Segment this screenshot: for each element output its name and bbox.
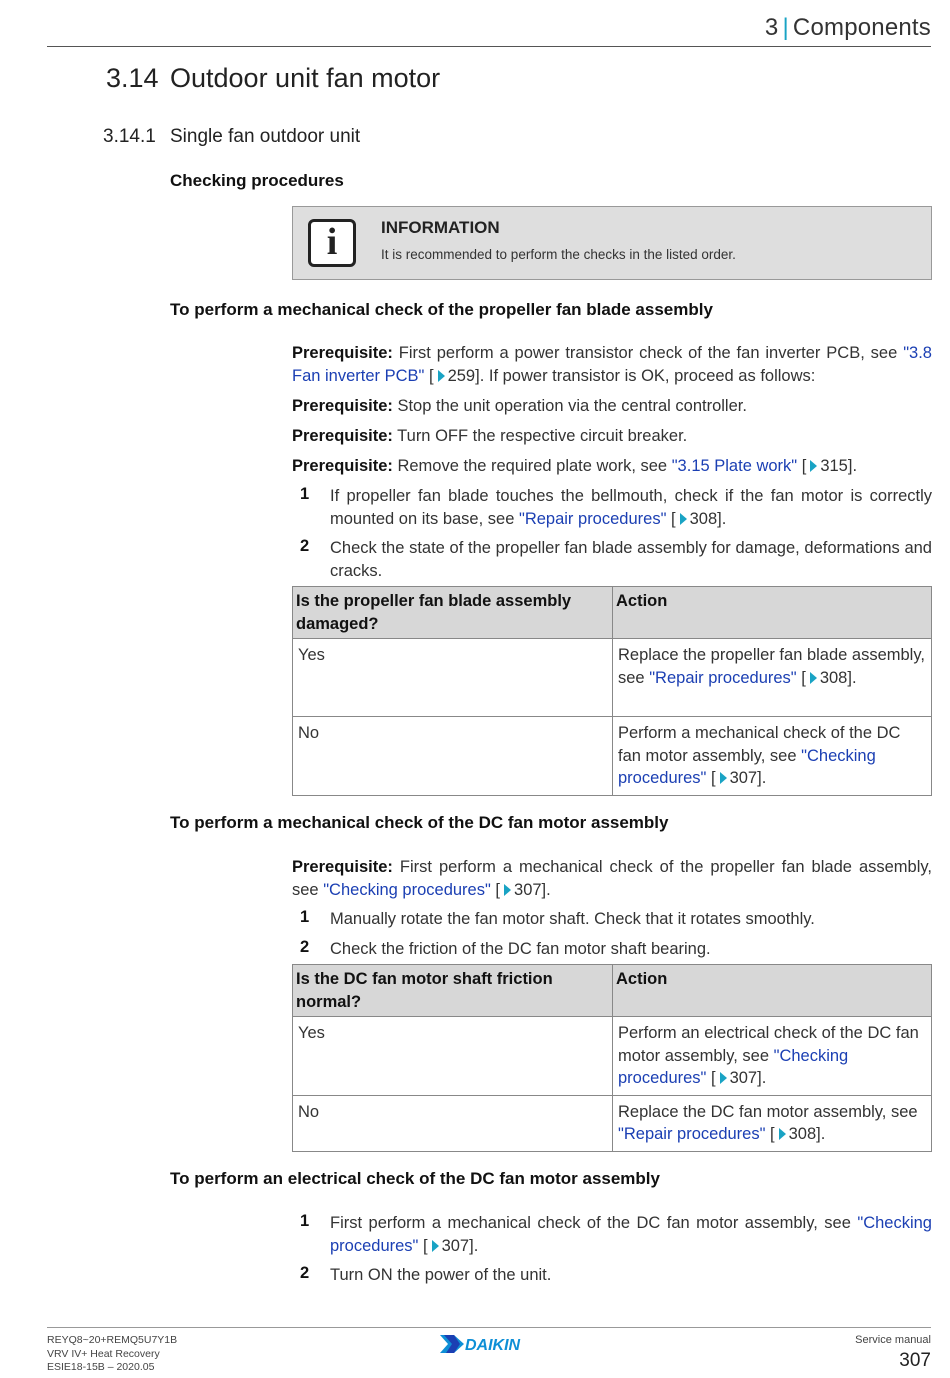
prerequisite-label: Prerequisite:: [292, 858, 393, 876]
page-arrow-icon: [720, 1072, 727, 1084]
table-cell-action: Replace the DC fan motor assembly, see "Repair procedures" [ 308].: [613, 1095, 932, 1151]
action-text: Perform an electrical check of the DC fan motor assembly, see: [618, 1024, 919, 1065]
table-header-cell: Is the propeller fan blade assembly damaged?: [293, 587, 613, 639]
prerequisite-dc: Prerequisite: First perform a mechanical check of the propeller fan blade assembly, see "Checking procedures" [ 307].: [292, 858, 933, 899]
prerequisite-text: If power transistor is OK, proceed as follows:: [488, 367, 816, 385]
chapter-separator: |: [782, 14, 789, 41]
prerequisite-text: First perform a mechanical check of the propeller fan blade assembly, see: [292, 858, 933, 899]
information-icon: i: [308, 219, 356, 267]
page-ref: 307].: [514, 881, 551, 899]
page-ref: 259].: [447, 367, 485, 385]
prerequisite-text: Turn OFF the respective circuit breaker.: [397, 427, 688, 445]
footer-model: REYQ8~20+REMQ5U7Y1B: [47, 1334, 178, 1346]
prerequisite-3: [292, 425, 932, 448]
prerequisite-label: Prerequisite:: [292, 427, 393, 445]
table-row: [293, 1095, 932, 1151]
dc-motor-mechanical-heading: To perform a mechanical check of the DC fan motor assembly: [170, 813, 669, 832]
table-cell-condition: No: [293, 1095, 613, 1151]
prerequisite-2: [292, 395, 932, 418]
page-ref: 308].: [788, 1125, 826, 1143]
page-arrow-icon: [504, 884, 511, 896]
link-checking-procedures[interactable]: "Checking procedures": [618, 746, 876, 787]
page-arrow-icon: [680, 513, 687, 525]
table-cell-action: Perform a mechanical check of the DC fan motor assembly, see "Checking procedures" [ 307].: [613, 717, 932, 796]
table-row: [293, 639, 932, 717]
logo-text: DAIKIN: [465, 1337, 521, 1354]
step-text: First perform a mechanical check of the DC fan motor assembly, see "Checking procedures" [ 307].: [330, 1214, 932, 1255]
dc-motor-decision-table: [292, 964, 932, 1152]
action-text: Perform a mechanical check of the DC fan motor assembly, see: [618, 724, 901, 765]
step-text-body: First perform a mechanical check of the DC fan motor assembly, see: [330, 1214, 851, 1232]
step-text-body: If propeller fan blade touches the bellmouth, check if the fan motor is correctly mounted on its base, see: [330, 487, 932, 528]
link-checking-procedures[interactable]: "Checking procedures": [323, 881, 491, 899]
page-arrow-icon: [810, 672, 817, 684]
footer-series: VRV IV+ Heat Recovery: [47, 1347, 160, 1360]
prerequisite-text: Stop the unit operation via the central controller.: [397, 397, 747, 415]
link-repair-procedures[interactable]: "Repair procedures": [618, 1125, 766, 1143]
chapter-number: 3: [764, 14, 779, 41]
footer-rule: [47, 1327, 931, 1328]
step-text: Check the friction of the DC fan motor shaft bearing.: [330, 940, 711, 958]
daikin-logo-icon: [440, 1333, 540, 1355]
link-plate-work[interactable]: "3.15 Plate work": [671, 457, 798, 475]
prerequisite-1: Prerequisite: First perform a power transistor check of the fan inverter PCB, see "3.8 Fan inverter PCB" [ 259]. If power transistor is OK, proceed as follows:: [292, 344, 932, 385]
step-text: Turn ON the power of the unit.: [330, 1266, 552, 1284]
prerequisite-text: First perform a power transistor check of the fan inverter PCB, see: [398, 344, 898, 362]
action-text: Replace the propeller fan blade assembly, see: [618, 646, 925, 687]
page-number: 307: [899, 1350, 931, 1371]
footer-doc-code: ESIE18-15B – 2020.05: [47, 1361, 155, 1373]
page-arrow-icon: [779, 1128, 786, 1140]
information-box: [292, 206, 932, 280]
link-fan-inverter-pcb[interactable]: "3.8 Fan inverter PCB": [292, 344, 932, 385]
link-repair-procedures[interactable]: "Repair procedures": [518, 510, 667, 528]
propeller-check-heading: To perform a mechanical check of the propeller fan blade assembly: [170, 300, 713, 319]
section-number: 3.14: [106, 63, 159, 93]
table-cell-condition: Yes: [293, 639, 613, 717]
subsection-title: Single fan outdoor unit: [170, 126, 361, 147]
table-header-cell: Is the DC fan motor shaft friction normal?: [293, 965, 613, 1017]
step-number: 1: [300, 485, 310, 503]
action-text: Replace the DC fan motor assembly, see: [618, 1102, 918, 1121]
table-header-row: [293, 965, 932, 1017]
page-arrow-icon: [810, 460, 817, 472]
page-ref: 308].: [819, 668, 857, 687]
prerequisite-text: Remove the required plate work, see: [397, 457, 668, 475]
page-ref: 307].: [729, 1069, 767, 1087]
table-cell-condition: No: [293, 717, 613, 796]
step-number: 2: [300, 938, 310, 956]
dc-motor-electrical-heading: To perform an electrical check of the DC fan motor assembly: [170, 1169, 660, 1188]
header-rule: [47, 46, 931, 47]
page-arrow-icon: [438, 370, 445, 382]
prerequisite-4: Prerequisite: Remove the required plate work, see "3.15 Plate work" [ 315].: [292, 457, 858, 475]
table-cell-action: Replace the propeller fan blade assembly, see "Repair procedures" [ 308].: [613, 639, 932, 717]
prerequisite-label: Prerequisite:: [292, 397, 393, 415]
page-ref: 307].: [441, 1237, 479, 1255]
page-ref: 307].: [729, 769, 767, 787]
prerequisite-label: Prerequisite:: [292, 344, 393, 362]
chapter-title: Components: [792, 14, 931, 41]
information-title: INFORMATION: [381, 218, 500, 237]
table-header-cell: Action: [613, 587, 932, 639]
prerequisite-label: Prerequisite:: [292, 457, 393, 475]
step-number: 2: [300, 537, 310, 555]
page-arrow-icon: [720, 772, 727, 784]
table-header-cell: Action: [613, 965, 932, 1017]
checking-procedures-heading: Checking procedures: [170, 171, 344, 190]
footer-doc-type: Service manual: [855, 1334, 931, 1346]
table-row: [293, 1017, 932, 1096]
link-checking-procedures[interactable]: "Checking procedures": [618, 1046, 849, 1087]
step-number: 1: [300, 908, 310, 926]
step-text: Check the state of the propeller fan blade assembly for damage, deformations and cracks.: [330, 539, 932, 580]
page-ref: 308].: [689, 510, 727, 528]
step-number: 2: [300, 1264, 310, 1282]
chapter-header: [765, 14, 931, 42]
step-text: If propeller fan blade touches the bellmouth, check if the fan motor is correctly mounted on its base, see "Repair procedures" [ 308].: [330, 487, 932, 528]
information-text: It is recommended to perform the checks in the listed order.: [381, 247, 736, 262]
table-row: [293, 717, 932, 796]
propeller-decision-table: [292, 586, 932, 796]
step-number: 1: [300, 1212, 310, 1230]
table-header-row: [293, 587, 932, 639]
step-text: Manually rotate the fan motor shaft. Check that it rotates smoothly.: [330, 910, 815, 928]
table-cell-condition: Yes: [293, 1017, 613, 1096]
subsection-number: 3.14.1: [103, 126, 156, 147]
link-repair-procedures[interactable]: "Repair procedures": [649, 668, 797, 687]
table-cell-action: Perform an electrical check of the DC fan motor assembly, see "Checking procedures" [ 307].: [613, 1017, 932, 1096]
page-arrow-icon: [432, 1240, 439, 1252]
footer-model-info: [47, 1334, 177, 1375]
link-checking-procedures[interactable]: "Checking procedures": [330, 1214, 932, 1255]
section-title: Outdoor unit fan motor: [170, 63, 441, 93]
page-ref: 315].: [820, 457, 858, 475]
